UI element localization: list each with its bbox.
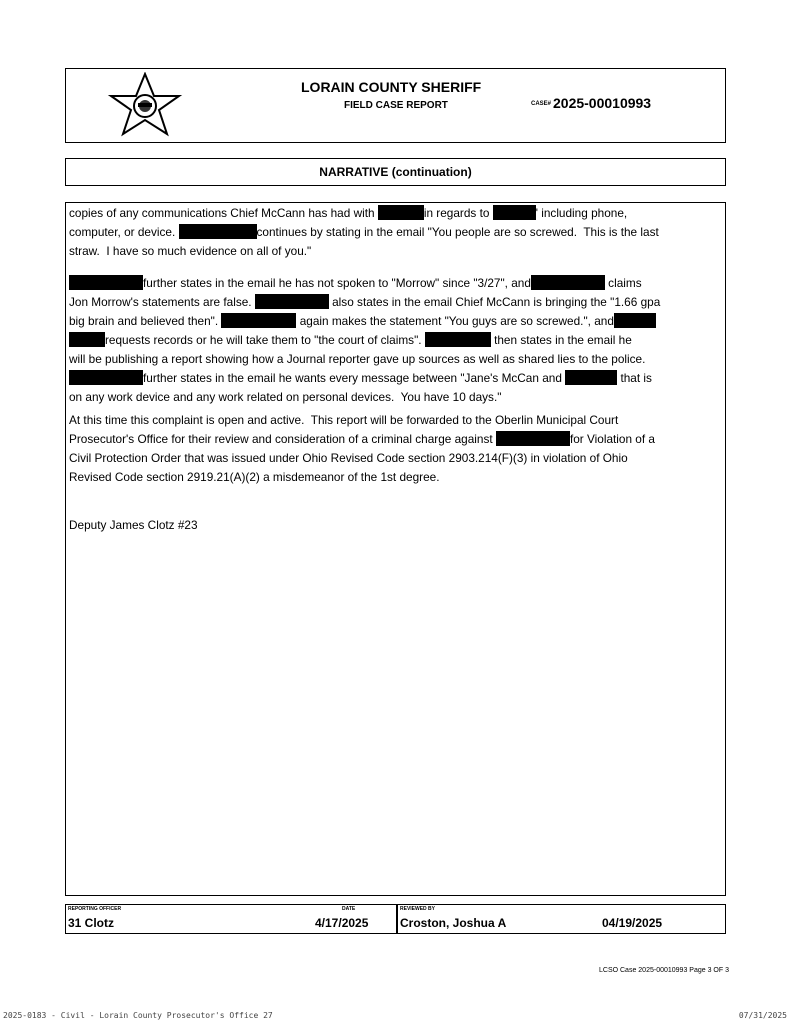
narrative-title: NARRATIVE (continuation) — [319, 165, 472, 179]
redaction — [425, 332, 491, 347]
reviewed-date: 04/19/2025 — [602, 916, 663, 930]
reviewed-by-label: REVIEWED BY — [400, 906, 436, 912]
sheriff-star-badge-icon — [107, 72, 183, 138]
paragraph-2: further states in the email he has not spoken to "Morrow" since "3/27", and claims Jon Morrow's statements are false. also states in the email Chief McCann is bringing the "1.66 gpa big brain and believed then". again makes the statement "You guys are so screwed.", and requests records or he will take them to "the court of claims". then states in the email he will be publishing a report showing how a Journal reporter gave up sources as well as shared lies to the police. further states in the email he wants every message between "Jane's McCan and that is on any work device and any work related on personal devices. You have 10 days." — [69, 276, 661, 404]
date-label: DATE — [342, 906, 356, 912]
redaction — [496, 431, 570, 446]
signoff-row — [65, 904, 726, 934]
divider — [396, 905, 398, 933]
redaction — [69, 275, 143, 290]
redaction — [255, 294, 329, 309]
redaction — [531, 275, 605, 290]
paragraph-1: copies of any communications Chief McCann has had with in regards to ' including phone, computer, or device. continues by stating in the email "You people are so screwed. This is the last straw. I have so much evidence on all of you." — [69, 206, 659, 258]
redaction — [221, 313, 296, 328]
narrative-body — [65, 202, 726, 896]
document-stamp: 2025-0183 - Civil - Lorain County Prosecutor's Office 27 — [3, 1011, 273, 1020]
page-info: LCSO Case 2025-00010993 Page 3 OF 3 — [599, 967, 729, 974]
signature-line: Deputy James Clotz #23 — [69, 518, 198, 532]
reporting-officer: 31 Clotz — [68, 916, 115, 930]
redaction — [378, 205, 424, 220]
redaction — [69, 332, 105, 347]
case-number: 2025-00010993 — [553, 95, 652, 111]
report-date: 4/17/2025 — [315, 916, 369, 930]
reviewed-by: Croston, Joshua A — [400, 916, 507, 930]
reporting-officer-label: REPORTING OFFICER — [68, 906, 122, 912]
case-label: CASE# — [531, 101, 552, 107]
redaction — [179, 224, 257, 239]
paragraph-3: At this time this complaint is open and active. This report will be forwarded to the Oberlin Municipal Court Prosecutor's Office for their review and consideration of a criminal charge against for Violation of a Civil Protection Order that was issued under Ohio Revised Code section 2903.214(F)(3) in violation of Ohio Revised Code section 2919.21(A)(2) a misdemeanor of the 1st degree. — [69, 413, 655, 484]
agency-title: LORAIN COUNTY SHERIFF — [301, 79, 482, 95]
stamp-date: 07/31/2025 — [738, 1011, 787, 1020]
report-type: FIELD CASE REPORT — [344, 100, 448, 111]
redaction — [493, 205, 536, 220]
redaction — [614, 313, 656, 328]
redaction — [69, 370, 143, 385]
narrative-header — [65, 158, 726, 186]
redaction — [565, 370, 617, 385]
